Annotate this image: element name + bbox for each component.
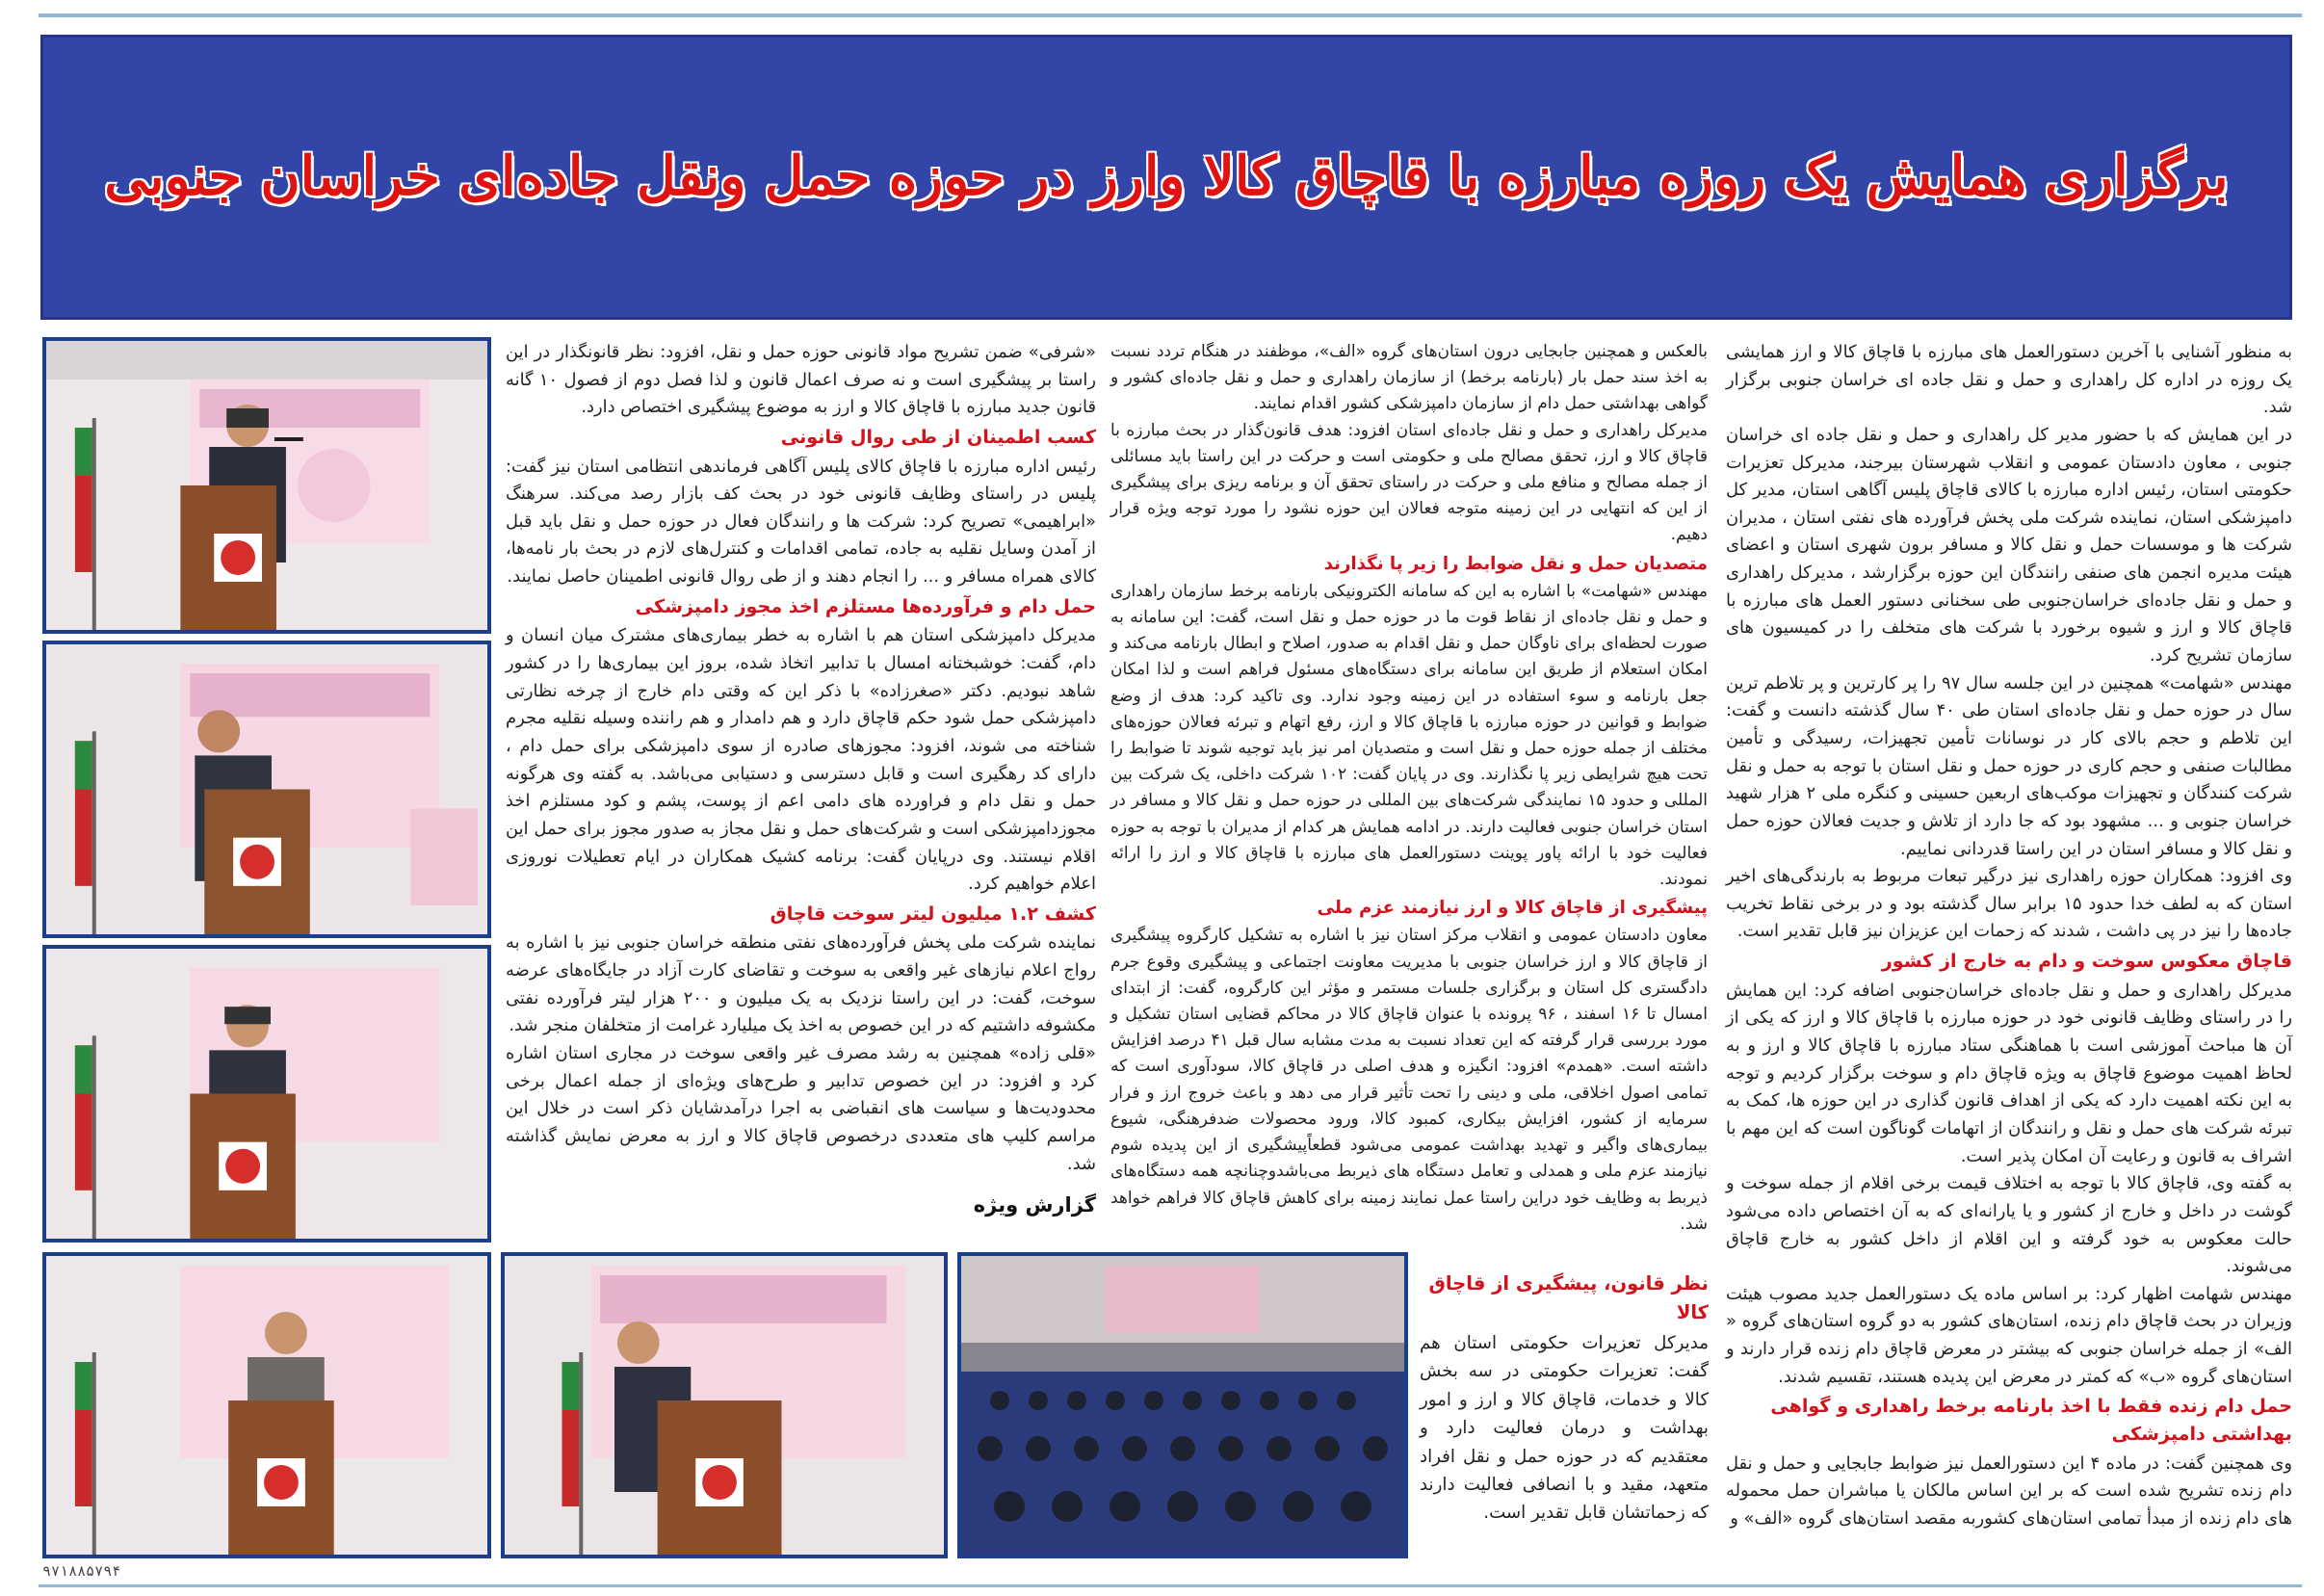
page-code: ۹۷۱۸۸۵۷۹۴ [42, 1562, 121, 1580]
paragraph: مدیرکل راهداری و حمل و نقل جاده‌ای استان افزود: هدف قانون‌گذار در بحث مبارزه با قاچاق کالا و ارز، تحقق مصالح ملی و حکومتی است و حرکت در این راستا باید مسائلی از جمله مصالح و منافع ملی و حرکت در راستای تحقق آن و برنامه ریزی برای پیشگیری از این که انتهایی در این زمینه متوجه فعالان این حوزه نشود را مورد توجه ویژه قرار دهیم. [1110, 420, 1708, 545]
subheading: متصدیان حمل و نقل ضوابط را زیر پا نگذارند [1323, 553, 1708, 574]
paragraph: به گفته وی، قاچاق کالا با توجه به اختلاف قیمت برخی اقلام از جمله سوخت و گوشت در داخل و خارج از کشور و یا یارانه‌ای که به آن اختصاص داده می‌شود حالت معکوس به خود گرفته و این اقلام از داخل کشور به خارج قاچاق می‌شوند. [1726, 1173, 2292, 1277]
headline-title: برگزاری همایش یک روزه مبارزه با قاچاق کالا وارز در حوزه حمل ونقل جاده‌ای خراسان جنوبی [104, 144, 2229, 209]
subheading: کسب اطمینان از طی روال قانونی [780, 425, 1096, 448]
paragraph: رئیس اداره مبارزه با قاچاق کالای پلیس آگاهی فرماندهی انتظامی استان نیز گفت: پلیس در راستای وظایف قانونی خود در بحث کف بازار رصد می‌کند. سرهنگ «ابراهیمی» تصریح کرد: شرکت ها و رانندگان فعال در حوزه حمل و نقل باید قبل از آمدن وسایل نقلیه به جاده، تمامی اقدامات و کنترل‌های لازم در بحث بار نامه‌ها، کالای همراه مسافر و ... را انجام دهند و از طی روال قانونی اطمینان حاصل نمایند. [506, 456, 1096, 588]
paragraph: «شرفی» ضمن تشریح مواد قانونی حوزه حمل و نقل، افزود: نظر قانونگذار در این راستا بر پیشگیری است و نه صرف اعمال قانون و لذا فصل دوم از فصول ۱۰ گانه قانون جدید مبارزه با قاچاق کالا و ارز به موضوع پیشگیری اختصاص دارد. [506, 342, 1096, 418]
paragraph: مدیرکل راهداری و حمل و نقل جاده‌ای خراسان‌جنوبی اضافه کرد: این همایش را در راستای وظایف قانونی خود در حوزه مبارزه با قاچاق کالا و ارز که یکی از آن ها مباحث آموزشی است با هماهنگی ستاد مبارزه با قاچاق کالا و ارز و به لحاظ اهمیت موضوع قاچاق به ویژه قاچاق دام و سوخت برگزار کردیم و توجه به این نکته اهمیت دارد که یکی از اهداف قانون گذاری در این حوزه ها، کمک به تبرئه شرکت های حمل و نقل و رانندگان از اتهامات گوناگون است که این مهم با اشراف به قانون و رعایت آن امکان پذیر است. [1726, 980, 2292, 1166]
paragraph: به منظور آشنایی با آخرین دستورالعمل های مبارزه با قاچاق کالا و ارز همایشی یک روزه در اداره کل راهداری و حمل و نقل جاده ای خراسان جنوبی برگزار شد. [1726, 342, 2292, 418]
subheading: حمل دام و فرآورده‌ها مستلزم اخذ مجوز دامپزشکی [635, 594, 1096, 617]
report-signature: گزارش ویژه [973, 1193, 1096, 1217]
paragraph: مدیرکل دامپزشکی استان هم با اشاره به خطر بیماری‌های مشترک میان انسان و دام، گفت: خوشبختانه امسال با تدابیر اتخاذ شده، بروز این بیماری‌ها را در کشور شاهد نبودیم. دکتر «صغرزاده» با ذکر این که وقتی دام خارج از چرخه نظارتی دامپزشکی حمل شود حکم قاچاق دارد و هم دامدار و هم راننده وسیله نقلیه مجرم شناخته می شوند، افزود: مجوزهای صادره از سوی دامپزشکی برای حمل دام ، دارای کد رهگیری است و قابل دسترسی و دستیابی می‌باشد. به گفته وی هرگونه حمل و نقل دام و فراورده های دامی اعم از پوست، پشم و کود مستلزم اخذ مجوزدامپزشکی است و شرکت‌های حمل و نقل مجاز به صدور مجوز برای حمل این اقلام نیستند. وی درپایان گفت: برنامه کشیک همکاران در ایام تعطیلات نوروزی اعلام خواهیم کرد. [506, 625, 1096, 895]
top-rule [39, 13, 2302, 17]
speaker-photo [42, 1252, 491, 1558]
paragraph: معاون دادستان عمومی و انقلاب مرکز استان نیز با اشاره به تشکیل کارگروه پیشگیری از قاچاق کالا و ارز خراسان جنوبی با مدیریت معاونت اجتماعی و پیشگیری وقوع جرم دادگستری کل استان و برگزاری جلسات مستمر و مؤثر این کارگروه، گفت: از ابتدای امسال تا ۱۶ اسفند ، ۹۶ پرونده با عنوان قاچاق کالا در محاکم قضایی استان تشکیل و مورد بررسی قرار گرفته که این تعداد نسبت به مدت مشابه سال قبل ۴۱ درصد افزایش داشته است. «همدم» افزود: انگیزه و هدف اصلی در قاچاق کالا، سودآوری است که تمامی اصول اخلاقی، ملی و دینی را تحت تأثیر قرار می دهد و باعث خروج ارز و فرار سرمایه از کشور، افزایش بیکاری، کمبود کالا، ورود محصولات ضدفرهنگی، شیوع بیماری‌های واگیر و تهدید بهداشت عمومی می‌شود قطعاًپیشگیری از این پدیده شوم نیازمند عزم ملی و همدلی و تعامل دستگاه های ذیربط می‌باشدوچنانچه همه دستگاه‌های ذیربط به وظایف خود دراین راستا عمل نمایند زمینه برای کاهش قاچاق کالا فراهم خواهد شد. [1110, 926, 1709, 1234]
subheading: نظر قانون، پیشگیری از قاچاق کالا [1428, 1272, 1709, 1323]
speaker-photo [501, 1252, 948, 1558]
subheading: قاچاق معکوس سوخت و دام به خارج از کشور [1881, 950, 2292, 973]
headline-banner [40, 35, 2292, 320]
subheading: کشف ۱.۲ میلیون لیتر سوخت قاچاق [770, 902, 1096, 925]
paragraph: وی همچنین گفت: در ماده ۴ این دستورالعمل نیز ضوابط جابجایی و حمل و نقل دام زنده تشریح شده است که بر این اساس مالکان یا مباشران حمل محموله های دام زنده از مبدأ تمامی استان‌های کشوربه مقصد استان‌های گروه «الف» و [1726, 1452, 2292, 1529]
subheading: حمل دام زنده فقط با اخذ بارنامه برخط راهداری و گواهی بهداشتی دامپزشکی [1770, 1395, 2292, 1445]
paragraph: در این همایش که با حضور مدیر کل راهداری و حمل و نقل جاده ای خراسان جنوبی ، معاون دادستان عمومی و انقلاب شهرستان بیرجند، مدیرکل تعزیرات حکومتی استان، رئیس اداره مبارزه با کالای قاچاق پلیس آگاهی استان، مدیر کل دامپزشکی استان، نماینده شرکت ملی پخش فرآورده های نفتی استان ، مدیران شرکت ها و موسسات حمل و نقل کالا و مسافر برون شهری استان و اعضای هیئت مدیره انجمن های صنفی رانندگان این حوزه برگزارشد ، مدیرکل راهداری و حمل و نقل جاده‌ای خراسان‌جنوبی طی سخنانی دستور العمل های مبارزه با قاچاق کالا و ارز و شیوه برخورد با شرکت های متخلف را در کمیسیون های سازمان تشریح کرد. [1726, 424, 2292, 667]
paragraph: مهندس «شهامت» همچنین در این جلسه سال ۹۷ را پر کارترین و پر تلاطم ترین سال در حوزه حمل و نقل جاده‌ای استان طی ۴۰ سال گذشته دانست و گفت: این تلاطم و حجم بالای کار در نوسانات تأمین تجهیزات، رسیدگی و تأمین مطالبات صنفی و حجم کاری در حوزه حمل و نقل استان با توجه به حمل و نقل شرکت کنندگان و تجهیزات موکب‌های اربعین حسینی و کنگره ملی ۲ هزار شهید خراسان جنوبی و ... مشهود بود که جا دارد از تلاش و جدیت فعالان حوزه حمل و نقل کالا و مسافر استان در این راستا قدردانی نماییم. [1726, 672, 2292, 859]
speaker-photo [42, 945, 491, 1243]
bottom-rule [39, 1584, 2302, 1587]
paragraph: مدیرکل تعزیرات حکومتی استان هم گفت: تعزیرات حکومتی در سه بخش کالا و خدمات، قاچاق کالا و ارز و امور بهداشت و درمان فعالیت دارد و معتقدیم که در حوزه حمل و نقل افراد متعهد، مقید و با انصافی فعالیت دارند که زحماتشان قابل تقدیر است. [1420, 1333, 1709, 1524]
speaker-photo [42, 337, 491, 634]
article-column-3 [506, 339, 1096, 1259]
speaker-photo [42, 641, 491, 938]
paragraph: مهندس شهامت اظهار کرد: بر اساس ماده یک دستورالعمل جدید مصوب هیئت وزیران در بحث قاچاق دام زنده، استان‌های کشور به دو گروه استان‌های گروه « الف» از جمله خراسان جنوبی که بیشتر در معرض قاچاق دام زنده قرار دارند و استان‌های گروه «ب» که کمتر در معرض این پدیده هستند، تقسیم شدند. [1726, 1283, 2292, 1387]
paragraph: نماینده شرکت ملی پخش فرآورده‌های نفتی منطقه خراسان جنوبی نیز با اشاره به رواج اعلام نیازهای غیر واقعی به سوخت و تقاضای کارت آزاد در جایگاه‌های عرضه سوخت، گفت: در این راستا نزدیک به یک میلیون و ۲۰۰ هزار لیتر فرآورده نفتی مکشوفه داشتیم که در این خصوص به اخذ یک میلیارد غرامت از متخلفان منجر شد. [506, 932, 1096, 1036]
paragraph: مهندس «شهامت» با اشاره به این که سامانه الکترونیکی بارنامه برخط سازمان راهداری و حمل و نقل جاده‌ای از نقاط قوت ما در حوزه حمل و نقل است، گفت: این سامانه به صورت لحظه‌ای برای ناوگان حمل و نقل اقدام به صدور، اصلاح و ابطال بارنامه می‌کند و امکان استعلام از طریق این سامانه برای دستگاه‌های مسئول فراهم است و لذا امکان جعل بارنامه و سوء استفاده در این زمینه وجود ندارد. وی تاکید کرد: هدف از وضع ضوابط و قوانین در حوزه مبارزه با قاچاق کالا و ارز، رفع اتهام و تبرئه فعالان حوزه‌های مختلف از جمله حوزه حمل و نقل است و متصدیان امر نیز باید توجیه شوند تا ضوابط را تحت هیچ شرایطی زیر پا نگذارند. وی در پایان گفت: ۱۰۲ شرکت داخلی، یک شرکت بین المللی و حدود ۱۵ نمایندگی شرکت‌های بین المللی در حوزه حمل و نقل کالا و مسافر در استان خراسان جنوبی فعالیت دارند. در ادامه همایش هر کدام از مدیران با توجه به حوزه فعالیت خود با ارائه پاور پوینت دستورالعمل های مبارزه با قاچاق کالا و ارز را ارائه نمودند. [1110, 581, 1708, 890]
article-column-4 [1420, 1268, 1709, 1557]
subheading: پیشگیری از قاچاق کالا و ارز نیازمند عزم ملی [1317, 898, 1708, 919]
article-column-1 [1726, 339, 2292, 1555]
audience-photo [957, 1252, 1408, 1558]
paragraph: وی افزود: همکاران حوزه راهداری نیز درگیر تبعات مربوط به بارندگی‌های اخیر استان که به لطف خدا حدود ۱۵ برابر سال گذشته بود و در برخی نقاط تخریب جاده‌ها را نیز در پی داشت ، شدند که زحمات این عزیزان نیز قابل تقدیر است. [1726, 866, 2292, 942]
article-column-2 [1110, 339, 1708, 1240]
paragraph: بالعکس و همچنین جابجایی درون استان‌های گروه «الف»، موظفند در هنگام تردد نسبت به اخذ سند حمل بار (بارنامه برخط) از سازمان راهداری و حمل و نقل جاده‌ای کشور و گواهی بهداشتی حمل دام از سازمان دامپزشکی کشور اقدام نمایند. [1110, 342, 1708, 414]
paragraph: «قلی زاده» همچنین به رشد مصرف غیر واقعی سوخت در مجاری استان اشاره کرد و افزود: در این خصوص تدابیر و طرح‌های ویژه‌ای از جمله اعمال برخی محدودیت‌ها و سیاست های انقباضی به اجرا درآمدشایان ذکر است در خلال این مراسم کلیپ های متعددی درخصوص قاچاق کالا و ارز به معرض نمایش گذاشته شد. [506, 1043, 1096, 1174]
